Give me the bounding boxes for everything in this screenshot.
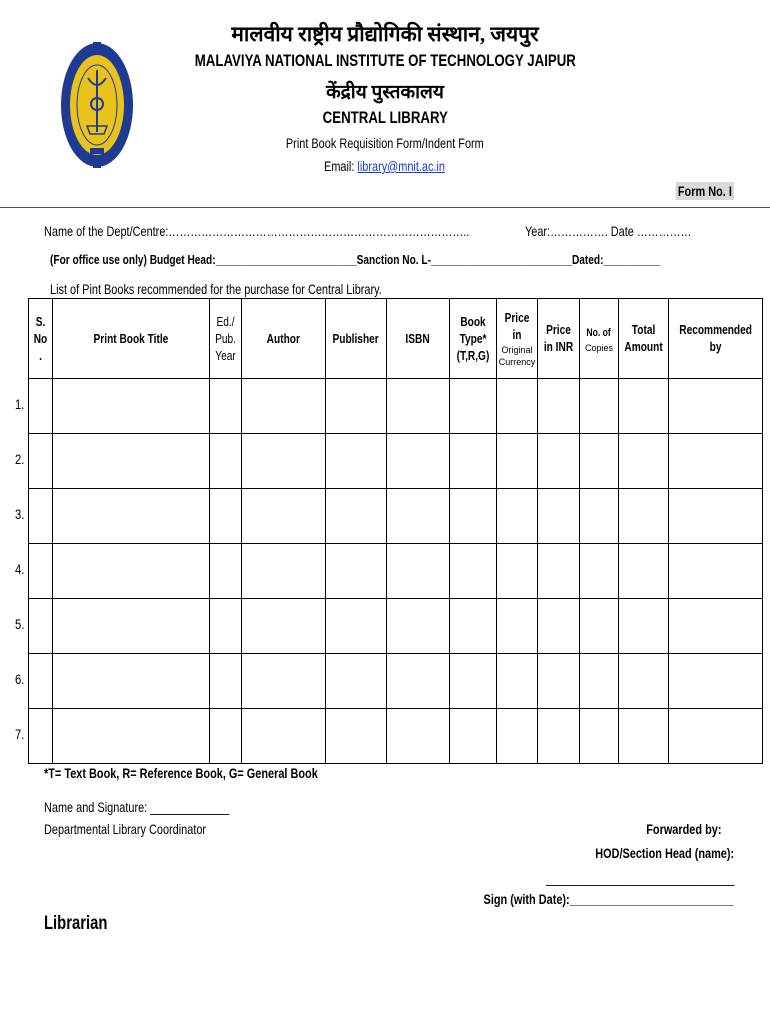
table-cell[interactable] bbox=[29, 709, 53, 764]
table-cell[interactable] bbox=[669, 709, 763, 764]
forwarded-by-label: Forwarded by: bbox=[645, 821, 721, 837]
table-cell[interactable] bbox=[580, 489, 619, 544]
table-row bbox=[29, 709, 763, 764]
table-cell[interactable] bbox=[29, 434, 53, 489]
table-cell[interactable] bbox=[669, 379, 763, 434]
table-cell[interactable] bbox=[497, 489, 538, 544]
header-divider bbox=[0, 207, 770, 208]
form-title bbox=[0, 135, 770, 153]
table-cell[interactable] bbox=[669, 489, 763, 544]
table-cell[interactable] bbox=[387, 599, 450, 654]
col-header-year: Ed./ Pub. Year bbox=[210, 299, 242, 379]
table-cell[interactable] bbox=[387, 434, 450, 489]
col-header-book-type: Book Type* (T,R,G) bbox=[450, 299, 497, 379]
table-cell[interactable] bbox=[326, 654, 387, 709]
table-cell[interactable] bbox=[538, 489, 580, 544]
table-cell[interactable] bbox=[326, 489, 387, 544]
hod-name-field[interactable]: HOD/Section Head (name): bbox=[595, 845, 734, 861]
table-row bbox=[29, 599, 763, 654]
col-header-sno: S. No . bbox=[29, 299, 53, 379]
table-cell[interactable] bbox=[29, 654, 53, 709]
table-cell[interactable] bbox=[242, 544, 326, 599]
table-cell[interactable] bbox=[53, 654, 210, 709]
table-cell[interactable] bbox=[210, 709, 242, 764]
form-title-text: Print Book Requisition Form/Indent Form bbox=[286, 135, 484, 151]
table-cell[interactable] bbox=[29, 379, 53, 434]
table-cell[interactable] bbox=[29, 599, 53, 654]
form-number bbox=[659, 182, 734, 201]
table-row bbox=[29, 544, 763, 599]
hindi-institute-name: मालवीय राष्ट्रीय प्रौद्योगिकी संस्थान, जयपुर bbox=[231, 22, 539, 46]
table-cell[interactable] bbox=[326, 709, 387, 764]
row-number-label: 4. bbox=[15, 560, 25, 577]
table-cell[interactable] bbox=[619, 599, 669, 654]
table-row bbox=[29, 379, 763, 434]
table-cell[interactable] bbox=[619, 379, 669, 434]
table-cell[interactable] bbox=[242, 709, 326, 764]
table-cell[interactable] bbox=[450, 489, 497, 544]
table-cell[interactable] bbox=[538, 544, 580, 599]
col-header-copies: No. of Copies bbox=[580, 299, 619, 379]
table-cell[interactable] bbox=[450, 544, 497, 599]
email-line bbox=[0, 158, 770, 176]
table-cell[interactable] bbox=[497, 709, 538, 764]
table-cell[interactable] bbox=[450, 379, 497, 434]
table-cell[interactable] bbox=[538, 379, 580, 434]
institute-name-text: MALAVIYA NATIONAL INSTITUTE OF TECHNOLOGY JAIPUR bbox=[194, 51, 576, 70]
table-cell[interactable] bbox=[619, 434, 669, 489]
table-cell[interactable] bbox=[242, 489, 326, 544]
table-cell[interactable] bbox=[242, 654, 326, 709]
year-date-field[interactable]: Year:……………. Date …………… bbox=[525, 223, 692, 239]
office-use-line: (For office use only) Budget Head:_________________________Sanction No. L-_________________________Dated:__________ bbox=[50, 252, 660, 267]
table-cell[interactable] bbox=[497, 654, 538, 709]
table-cell[interactable] bbox=[242, 434, 326, 489]
form-number-text: Form No. I bbox=[675, 182, 734, 200]
row-number-label: 5. bbox=[15, 615, 25, 632]
library-name-text: CENTRAL LIBRARY bbox=[322, 108, 448, 127]
table-row bbox=[29, 489, 763, 544]
col-header-title: Print Book Title bbox=[53, 299, 210, 379]
table-cell[interactable] bbox=[210, 599, 242, 654]
table-cell[interactable] bbox=[210, 654, 242, 709]
table-cell[interactable] bbox=[538, 599, 580, 654]
table-cell[interactable] bbox=[538, 654, 580, 709]
table-row bbox=[29, 654, 763, 709]
table-cell[interactable] bbox=[210, 434, 242, 489]
table-cell[interactable] bbox=[669, 599, 763, 654]
library-name bbox=[0, 108, 770, 128]
table-cell[interactable] bbox=[580, 434, 619, 489]
table-cell[interactable] bbox=[580, 709, 619, 764]
table-cell[interactable] bbox=[497, 434, 538, 489]
table-cell[interactable] bbox=[497, 599, 538, 654]
table-cell[interactable] bbox=[326, 379, 387, 434]
table-cell[interactable] bbox=[669, 544, 763, 599]
table-cell[interactable] bbox=[580, 654, 619, 709]
row-number-label: 3. bbox=[15, 505, 25, 522]
table-cell[interactable] bbox=[450, 709, 497, 764]
table-cell[interactable] bbox=[619, 489, 669, 544]
table-cell[interactable] bbox=[210, 489, 242, 544]
row-number-label: 2. bbox=[15, 450, 25, 467]
table-cell[interactable] bbox=[580, 599, 619, 654]
table-cell[interactable] bbox=[669, 434, 763, 489]
table-cell[interactable] bbox=[53, 599, 210, 654]
list-intro: List of Pint Books recommended for the purchase for Central Library. bbox=[50, 281, 382, 297]
email-label: Email: bbox=[324, 158, 358, 174]
table-cell[interactable] bbox=[497, 544, 538, 599]
table-cell[interactable] bbox=[242, 379, 326, 434]
sign-with-date-field[interactable]: Sign (with Date):___________________________ bbox=[483, 891, 734, 907]
table-cell[interactable] bbox=[538, 709, 580, 764]
table-cell[interactable] bbox=[387, 379, 450, 434]
table-cell[interactable] bbox=[387, 654, 450, 709]
table-cell[interactable] bbox=[619, 709, 669, 764]
institute-name bbox=[0, 51, 770, 71]
table-cell[interactable] bbox=[326, 434, 387, 489]
table-cell[interactable] bbox=[387, 709, 450, 764]
table-cell[interactable] bbox=[53, 709, 210, 764]
table-cell[interactable] bbox=[450, 434, 497, 489]
book-requisition-table bbox=[28, 298, 763, 764]
table-cell[interactable] bbox=[29, 489, 53, 544]
name-signature-field[interactable]: Name and Signature: _____________ bbox=[44, 799, 230, 815]
col-header-recommended: Recommended by bbox=[669, 299, 763, 379]
table-cell[interactable] bbox=[242, 599, 326, 654]
table-cell[interactable] bbox=[326, 544, 387, 599]
table-row bbox=[29, 434, 763, 489]
table-cell[interactable] bbox=[580, 379, 619, 434]
table-cell[interactable] bbox=[619, 544, 669, 599]
table-cell[interactable] bbox=[387, 489, 450, 544]
col-header-price-original: Price in Original Currency bbox=[497, 299, 538, 379]
email-link[interactable]: library@mnit.ac.in bbox=[357, 158, 446, 174]
librarian-label: Librarian bbox=[44, 913, 108, 934]
table-cell[interactable] bbox=[29, 544, 53, 599]
table-cell[interactable] bbox=[326, 599, 387, 654]
row-number-label: 6. bbox=[15, 670, 25, 687]
coordinator-label: Departmental Library Coordinator bbox=[44, 821, 207, 837]
col-header-publisher: Publisher bbox=[326, 299, 387, 379]
col-header-total: Total Amount bbox=[619, 299, 669, 379]
signature-line: _______________________________ bbox=[545, 870, 734, 886]
table-cell[interactable] bbox=[450, 599, 497, 654]
col-header-isbn: ISBN bbox=[387, 299, 450, 379]
table-cell[interactable] bbox=[53, 379, 210, 434]
table-cell[interactable] bbox=[450, 654, 497, 709]
table-cell[interactable] bbox=[580, 544, 619, 599]
col-header-author: Author bbox=[242, 299, 326, 379]
table-cell[interactable] bbox=[53, 544, 210, 599]
table-cell[interactable] bbox=[387, 544, 450, 599]
table-cell[interactable] bbox=[53, 434, 210, 489]
dept-centre-field[interactable]: Name of the Dept/Centre:……………………………………………………………………….. bbox=[44, 223, 470, 239]
table-cell[interactable] bbox=[669, 654, 763, 709]
table-cell[interactable] bbox=[619, 654, 669, 709]
hindi-library-name: केंद्रीय पुस्तकालय bbox=[326, 82, 444, 103]
book-type-legend: *T= Text Book, R= Reference Book, G= General Book bbox=[44, 765, 318, 781]
table-cell[interactable] bbox=[210, 379, 242, 434]
table-cell[interactable] bbox=[210, 544, 242, 599]
table-cell[interactable] bbox=[53, 489, 210, 544]
table-header-row bbox=[29, 299, 763, 379]
row-number-label: 1. bbox=[15, 395, 25, 412]
table-cell[interactable] bbox=[497, 379, 538, 434]
row-number-label: 7. bbox=[15, 725, 25, 742]
col-header-price-inr: Price in INR bbox=[538, 299, 580, 379]
table-cell[interactable] bbox=[538, 434, 580, 489]
